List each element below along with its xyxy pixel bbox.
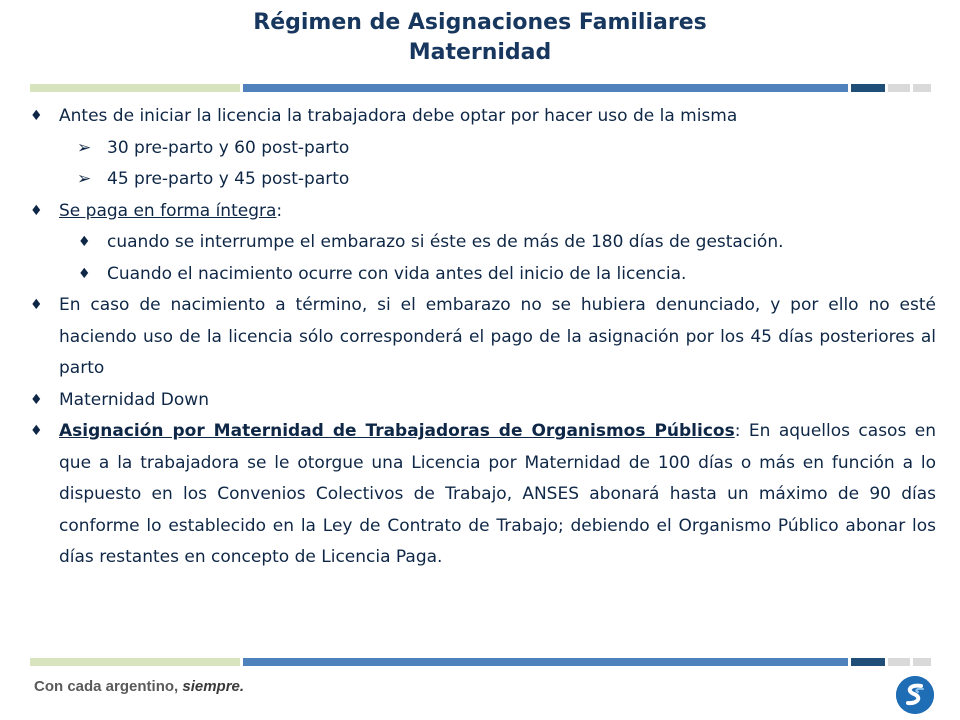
stripe-seg-gray xyxy=(888,84,910,92)
arrow-bullet-icon: ➢ xyxy=(77,137,92,158)
arrow-bullet-icon: ➢ xyxy=(77,169,92,189)
diamond-bullet-icon: ♦ xyxy=(78,265,91,282)
bullet-text: Antes de iniciar la licencia la trabajadora debe optar por hacer uso de la misma xyxy=(59,106,738,126)
stripe-seg-green xyxy=(30,84,240,92)
bullet-item-3 xyxy=(30,290,936,385)
option-item-2 xyxy=(75,164,936,196)
bullet-item-2 xyxy=(30,196,936,228)
diamond-bullet-icon: ♦ xyxy=(30,108,43,124)
stripe-seg-gray-2 xyxy=(913,84,931,92)
diamond-bullet-icon: ♦ xyxy=(30,202,43,219)
diamond-bullet-icon: ♦ xyxy=(30,423,43,439)
bullet-text: Maternidad Down xyxy=(59,389,209,410)
option-text: 45 pre-parto y 45 post-parto xyxy=(107,169,350,189)
title-line-2: Maternidad xyxy=(408,40,552,65)
sub-text: Cuando el nacimiento ocurre con vida antes del inicio de la licencia. xyxy=(107,263,687,284)
logo-mark-icon xyxy=(896,676,934,714)
option-text: 30 pre-parto y 60 post-parto xyxy=(107,137,350,158)
stripe-seg-navy xyxy=(851,658,885,666)
diamond-bullet-icon: ♦ xyxy=(78,234,91,250)
option-item-1 xyxy=(75,133,936,165)
stripe-seg-navy xyxy=(851,84,885,92)
bullet-text: En caso de nacimiento a término, si el embarazo no se hubiera denunciado, y por ello no esté haciendo uso de la licencia sólo corresponderá el pago de la asignación por los 45 días posteriores al parto xyxy=(59,295,936,378)
title-line-1: Régimen de Asignaciones Familiares xyxy=(253,10,707,35)
sub-item-1 xyxy=(78,227,936,259)
stripe-seg-blue xyxy=(243,658,848,666)
bullet-text: : En aquellos casos en que a la trabajadora se le otorgue una Licencia por Maternidad de 100 días o más en función a lo dispuesto en los Convenios Colectivos de Trabajo, ANSES abonará hasta un máximo de 90 días conforme lo establecido en la Ley de Contrato de Trabajo; debiendo el Organismo Público abonar los días restantes en concepto de Licencia Paga. xyxy=(59,421,936,567)
bullet-label: Asignación por Maternidad de Trabajadoras de Organismos Públicos xyxy=(59,421,735,441)
slide-title xyxy=(0,8,960,68)
bullet-item-4 xyxy=(30,385,936,417)
stripe-seg-blue xyxy=(243,84,848,92)
slide-body xyxy=(30,101,936,574)
stripe-seg-gray-2 xyxy=(913,658,931,666)
stripe-seg-gray xyxy=(888,658,910,666)
slogan-emphasis: siempre. xyxy=(182,678,245,695)
sub-item-2 xyxy=(78,259,936,291)
stripe-seg-green xyxy=(30,658,240,666)
diamond-bullet-icon: ♦ xyxy=(30,391,43,408)
bullet-colon: : xyxy=(276,200,283,221)
footer-slogan xyxy=(34,678,244,695)
sub-text: cuando se interrumpe el embarazo si éste es de más de 180 días de gestación. xyxy=(107,232,784,252)
bullet-label: Se paga en forma íntegra xyxy=(59,200,277,221)
anses-logo-icon xyxy=(896,676,934,714)
bullet-item-1 xyxy=(30,101,936,133)
slogan-main: Con cada argentino, xyxy=(34,678,183,695)
bottom-divider-stripe xyxy=(30,658,936,666)
top-divider-stripe xyxy=(30,84,936,92)
diamond-bullet-icon: ♦ xyxy=(30,297,43,313)
bullet-item-5 xyxy=(30,416,936,574)
